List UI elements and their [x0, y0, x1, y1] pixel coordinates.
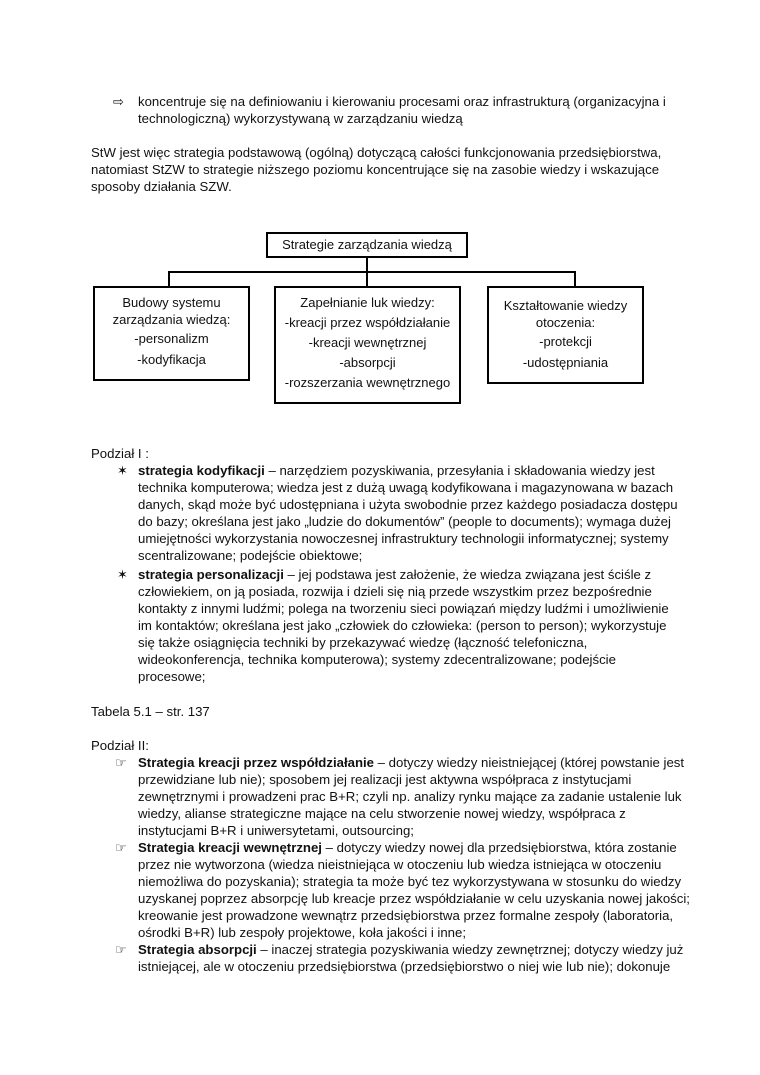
pointing-hand-icon: ☞	[115, 755, 127, 770]
six-point-star-icon: ✶	[117, 567, 128, 582]
section1-item-2-line	[138, 566, 651, 583]
section2-item-3-line	[138, 941, 683, 958]
section1-item-1-line: technika komputerowa; wiedza jest z dużą uwagą kodyfikowana i magazynowana w bazach	[138, 480, 674, 495]
diagram-box-environment-line: otoczenia:	[535, 315, 596, 330]
section1-item-2-line: wideokonferencja, technika komputerowa); systemy zdecentralizowane; podejście	[138, 652, 616, 667]
section1-item-2-line: im kontaktów; określana jest jako „człowiek do człowieka: (person to person); wykorzystuje	[138, 618, 667, 633]
section2-heading: Podział II:	[91, 738, 149, 753]
diagram-box-gaps-line: -kreacji wewnętrznej	[308, 335, 427, 350]
section2-item-2-line	[138, 839, 677, 856]
diagram-connector-left	[168, 271, 170, 287]
section1-item-1-line: danych, skąd może być udostępniana i użyta swobodnie przez każdego posiadacza dostępu	[138, 497, 678, 512]
section2-item-3-text: – inaczej strategia pozyskiwania wiedzy zewnętrznej; dotyczy wiedzy już	[256, 942, 684, 957]
diagram-box-gaps-line: -kreacji przez współdziałanie	[284, 315, 451, 330]
section2-item-1-term: Strategia kreacji przez współdziałanie	[138, 755, 374, 770]
diagram-connector-middle	[366, 271, 368, 287]
section2-item-1-line: wiedzy, alianse strategiczne mające na celu stworzenie nowej wiedzy, współpraca z	[138, 806, 626, 821]
diagram-box-environment-line: -protekcji	[539, 334, 592, 349]
diagram-box-gaps-line: Zapełnianie luk wiedzy:	[300, 295, 435, 310]
section1-item-2-term: strategia personalizacji	[138, 567, 284, 582]
diagram-box-system-line: -personalizm	[134, 331, 209, 346]
section1-item-2-line: procesowe;	[138, 669, 206, 684]
diagram-box-system-line: -kodyfikacja	[137, 352, 206, 367]
section1-item-1-line: scentralizowane; podejście obiektowe;	[138, 548, 363, 563]
diagram-box-gaps-line: -rozszerzania wewnętrznego	[284, 375, 451, 390]
section2-item-3-term: Strategia absorpcji	[138, 942, 257, 957]
section2-item-3-line: istniejącej, ale w otoczeniu przedsiębiorstwa (przedsiębiorstwo o niej wie lub nie); dokonuje	[138, 959, 671, 974]
section2-item-1-line	[138, 754, 684, 771]
six-point-star-icon: ✶	[117, 463, 128, 478]
diagram-box-environment-line: -udostępniania	[522, 355, 609, 370]
diagram-box-environment	[487, 286, 644, 384]
section1-item-1-line: umiejętności wykorzystania nowoczesnej infrastruktury technologii informatycznej; systemy	[138, 531, 669, 546]
section1-heading: Podział I :	[91, 446, 149, 461]
section1-item-1-text: – narzędziem pozyskiwania, przesyłania i składowania wiedzy jest	[264, 463, 655, 478]
diagram-connector-horizontal	[168, 271, 576, 273]
hollow-arrow-icon: ⇨	[113, 94, 124, 109]
diagram-root-label: Strategie zarządzania wiedzą	[282, 237, 452, 252]
section2-item-2-line: ośrodki B+R) lub zespoły projektowe, koła jakości i inne;	[138, 925, 467, 940]
section2-item-2-line: niemożliwa do pozyskania); strategia ta może być tez wykorzystywana w stosunku do wiedzy	[138, 874, 682, 889]
pointing-hand-icon: ☞	[115, 942, 127, 957]
section2-item-1-line: zewnętrznymi i prowadzeni prac B+R; czyli np. analizy rynku mające za zadanie ustalenie luk	[138, 789, 682, 804]
section1-item-1-line	[138, 462, 655, 479]
section1-item-2-text: – jej podstawa jest założenie, że wiedza związana jest ściśle z	[283, 567, 652, 582]
section2-item-2-text: – dotyczy wiedzy nowej dla przedsiębiorstwa, która zostanie	[321, 840, 677, 855]
pointing-hand-icon: ☞	[115, 840, 127, 855]
section1-item-2-line: człowiekiem, on ją posiada, rozwija i dzieli się nią przede wszystkim przez bezpośrednie	[138, 584, 652, 599]
section1-item-2-line: kontakty z innymi ludźmi; polega na tworzeniu sieci powiązań między ludźmi i umożliwienie	[138, 601, 669, 616]
section1-item-2-line: się także osiągnięcia techniki by przekazywać wiedzę (łączność telefoniczna,	[138, 635, 588, 650]
section2-item-1-text: – dotyczy wiedzy nieistniejącej (której powstanie jest	[374, 755, 685, 770]
section2-item-2-line: kreowanie jest prowadzone wewnątrz przedsiębiorstwa przez formalne zespoły (laboratoria,	[138, 908, 674, 923]
intro-paragraph-line-2: natomiast StZW to strategie niższego poziomu koncentrujące się na zasobie wiedzy i wskazujące	[91, 162, 660, 177]
diagram-root-box	[266, 232, 468, 258]
table-reference: Tabela 5.1 – str. 137	[91, 704, 210, 719]
diagram-box-system-line: Budowy systemu	[122, 295, 221, 310]
section2-item-2-line: przez nie wytworzona (wiedza nieistniejąca w otoczeniu lub wiedza istniejąca w otoczeniu	[138, 857, 662, 872]
section2-item-2-term: Strategia kreacji wewnętrznej	[138, 840, 322, 855]
diagram-box-environment-line: Kształtowanie wiedzy	[503, 298, 628, 313]
intro-bullet-line-1: koncentruje się na definiowaniu i kierowaniu procesami oraz infrastrukturą (organizacyjna i	[138, 94, 666, 109]
diagram-box-system-line: zarządzania wiedzą:	[112, 312, 231, 327]
intro-paragraph-line-1: StW jest więc strategia podstawową (ogólną) dotyczącą całości funkcjonowania przedsiębiorstwa,	[91, 145, 662, 160]
diagram-connector-right	[574, 271, 576, 287]
section2-item-1-line: instytucjami B+R i uniwersytetami, outsourcing;	[138, 823, 414, 838]
intro-paragraph-line-3: sposoby działania SZW.	[91, 179, 232, 194]
diagram-box-gaps	[274, 286, 461, 404]
section1-item-1-line: do bazy; określana jest jako „ludzie do dokumentów” (people to documents); wymaga dużej	[138, 514, 671, 529]
intro-bullet-line-2: technologiczną) wykorzystywaną w zarządzaniu wiedzą	[138, 111, 463, 126]
section1-item-1-term: strategia kodyfikacji	[138, 463, 265, 478]
diagram-connector-root	[366, 258, 368, 272]
diagram-box-system	[93, 286, 250, 381]
diagram-box-gaps-line: -absorpcji	[339, 355, 396, 370]
section2-item-1-line: przewidziane lub nie); sposobem jej realizacji jest aktywna współpraca z instytucjami	[138, 772, 632, 787]
section2-item-2-line: uzyskanej poprzez absorpcję lub kreacje przez współdziałanie w celu uzyskania nowej jakości;	[138, 891, 690, 906]
